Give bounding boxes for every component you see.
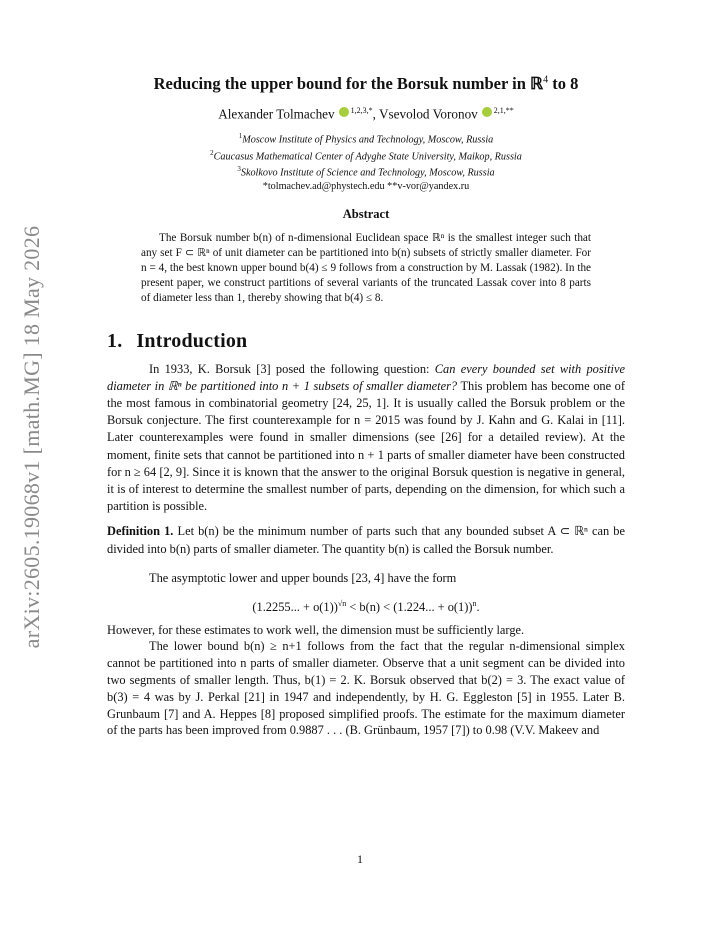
- affiliations: [107, 130, 625, 192]
- orcid-icon[interactable]: [482, 107, 492, 117]
- intro-paragraph-3: However, for these estimates to work well, the dimension must be sufficiently large.: [107, 622, 525, 637]
- intro-paragraph-1: In 1933, K. Borsuk [3] posed the following question: Can every bounded set with positive diameter in ℝⁿ be partitioned into n + 1 subsets of smaller diameter? This problem has become one of the most famous in combinatorial geometry [24, 25, 1]. It is usually called the Borsuk problem or the Borsuk conjecture. The first counterexample for n = 2015 was found by J. Kahn and G. Kalai in [11]. Later counterexamples were found in smaller dimensions (see [26] for a detailed review). At the moment, finite sets that cannot be partitioned into n + 1 parts of smaller diameter have been constructed for n ≥ 64 [2, 9]. Since it is known that the answer to the original Borsuk question is negative in general, it is of interest to determine the smallest number of parts, depending on the dimension, for which such a partition is possible.: [107, 361, 625, 514]
- abstract-heading: Abstract: [342, 206, 390, 221]
- affiliation-item: $^3$Skolkovo Institute of Science and Technology, Moscow, Russia: [237, 165, 495, 179]
- arxiv-id-text: arXiv:2605.19068v1 [math.MG] 18 May 2026: [19, 225, 44, 649]
- author-name: Vsevolod Voronov: [378, 106, 478, 122]
- orcid-icon[interactable]: [339, 107, 349, 117]
- paper-title: Reducing the upper bound for the Borsuk number in ℝ$^4$ to 8: [153, 74, 579, 93]
- intro-paragraph-2: The asymptotic lower and upper bounds [23, 4] have the form: [149, 571, 457, 586]
- abstract-text: The Borsuk number b(n) of n-dimensional Euclidean space ℝⁿ is the smallest integer such that any set F ⊂ ℝⁿ of unit diameter can be partitioned into b(n) subsets of strictly smaller diameter. For n = 4, the best known upper bound b(4) ≤ 9 follows from a construction by M. Lassak (1982). In the present paper, we construct partitions of several variants of the truncated Lassak cover into 8 parts of diameter less than 1, thereby showing that b(4) ≤ 8.: [141, 231, 591, 305]
- intro-paragraph-4: The lower bound b(n) ≥ n+1 follows from the fact that the regular n-dimensional simplex cannot be partitioned into n parts of smaller diameter. Observe that a unit segment can be divided into two segments of smaller length. Thus, b(1) = 2. K. Borsuk observed that b(2) = 3. The exact value of b(3) = 4 was by J. Perkal [21] in 1947 and independently, by H. G. Eggleston [5] in 1955. Later B. Grunbaum [7] and A. Heppes [8] proposed simplified proofs. The estimate for the maximum diameter of the parts has been improved from 0.9887 . . . (B. Grünbaum, 1957 [7]) to 0.98 (V.V. Makeev and: [107, 639, 625, 738]
- arxiv-sidebar-stamp: [8, 225, 56, 649]
- author-name: Alexander Tolmachev: [218, 106, 335, 122]
- section-heading: 1. Introduction: [107, 329, 248, 352]
- author-list: Alexander Tolmachev $^{1,2,3,*}$, Vsevolod Voronov $^{2,1,**}$: [218, 106, 514, 122]
- asymptotic-bounds-formula: (1.2255... + o(1))$^{√n}$ < b(n) < (1.224... + o(1))$^n$.: [252, 599, 480, 615]
- affiliation-item: $^1$Moscow Institute of Physics and Technology, Moscow, Russia: [238, 132, 494, 146]
- paper-page: [107, 74, 625, 739]
- author-emails[interactable]: *tolmachev.ad@phystech.edu **v-vor@yandex.ru: [262, 180, 470, 192]
- definition-1: Definition 1. Let b(n) be the minimum number of parts such that any bounded subset A ⊂ ℝⁿ can be divided into b(n) parts of smaller diameter. The quantity b(n) is called the Borsuk number.: [107, 524, 625, 556]
- affiliation-item: $^2$Caucasus Mathematical Center of Adyghe State University, Maikop, Russia: [210, 148, 522, 163]
- page-number: 1: [357, 852, 363, 866]
